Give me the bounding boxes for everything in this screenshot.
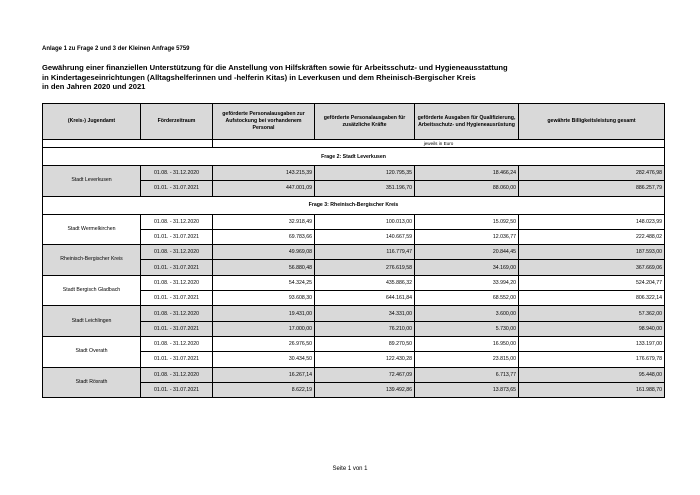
title-line-2: in Kindertageseinrichtungen (Alltagshelferinnen und -helferin Kitas) in Leverkusen und dem Rheinisch-Bergischer Kreis: [42, 72, 476, 82]
total-value: 98.940,00: [519, 321, 665, 336]
personnel-top-up-value: 26.976,50: [213, 336, 315, 351]
equipment-value: 88.060,00: [415, 181, 519, 196]
table-row: [43, 367, 665, 382]
title-line-3: in den Jahren 2020 und 2021: [42, 82, 146, 92]
title-line-1: Gewährung einer finanziellen Unterstützung für die Anstellung von Hilfskräften sowie für Arbeitsschutz- und Hygieneausstattung: [42, 63, 508, 72]
header-personnel-top-up: geförderte Personalausgaben zur Aufstockung bei vorhandenem Personal: [213, 104, 315, 140]
table-row: [43, 166, 665, 181]
total-value: 187.593,00: [519, 245, 665, 260]
header-office: (Kreis-) Jugendamt: [43, 104, 141, 140]
personnel-additional-value: 120.795,35: [315, 166, 415, 181]
office-name: Stadt Bergisch Gladbach: [43, 275, 141, 306]
equipment-value: 15.092,50: [415, 214, 519, 229]
personnel-additional-value: 100.013,00: [315, 214, 415, 229]
personnel-additional-value: 122.430,28: [315, 352, 415, 367]
total-value: 57.362,00: [519, 306, 665, 321]
personnel-top-up-value: 54.324,25: [213, 275, 315, 290]
table-row: [43, 306, 665, 321]
total-value: 282.476,98: [519, 166, 665, 181]
personnel-top-up-value: 93.608,30: [213, 291, 315, 306]
funding-period: 01.08. - 31.12.2020: [141, 367, 213, 382]
personnel-additional-value: 351.196,70: [315, 181, 415, 196]
office-name: Rheinisch-Bergischer Kreis: [43, 245, 141, 276]
funding-period: 01.08. - 31.12.2020: [141, 306, 213, 321]
personnel-additional-value: 276.619,58: [315, 260, 415, 275]
funding-period: 01.08. - 31.12.2020: [141, 214, 213, 229]
equipment-value: 12.036,77: [415, 229, 519, 244]
office-name: Stadt Leichlingen: [43, 306, 141, 337]
personnel-top-up-value: 447.001,09: [213, 181, 315, 196]
office-name: Stadt Wermelkirchen: [43, 214, 141, 245]
table-row: [43, 214, 665, 229]
table-row: [43, 336, 665, 351]
annex-reference: Anlage 1 zu Frage 2 und 3 der Kleinen Anfrage 5759: [42, 46, 190, 52]
unit-note: jeweils in Euro: [213, 140, 665, 148]
funding-table: [42, 103, 665, 398]
equipment-value: 3.600,00: [415, 306, 519, 321]
table-row: [43, 275, 665, 290]
equipment-value: 5.730,00: [415, 321, 519, 336]
personnel-top-up-value: 19.431,00: [213, 306, 315, 321]
funding-period: 01.08. - 31.12.2020: [141, 166, 213, 181]
personnel-top-up-value: 30.434,50: [213, 352, 315, 367]
funding-period: 01.01. - 31.07.2021: [141, 260, 213, 275]
total-value: 524.204,77: [519, 275, 665, 290]
equipment-value: 13.873,65: [415, 382, 519, 397]
funding-period: 01.08. - 31.12.2020: [141, 336, 213, 351]
personnel-additional-value: 140.667,59: [315, 229, 415, 244]
personnel-top-up-value: 49.969,08: [213, 245, 315, 260]
total-value: 161.988,70: [519, 382, 665, 397]
personnel-top-up-value: 69.783,66: [213, 229, 315, 244]
section-title: Frage 2: Stadt Leverkusen: [43, 148, 665, 166]
total-value: 222.488,02: [519, 229, 665, 244]
equipment-value: 6.713,77: [415, 367, 519, 382]
page-footer: Seite 1 von 1: [332, 466, 368, 472]
personnel-additional-value: 644.161,84: [315, 291, 415, 306]
total-value: 367.669,06: [519, 260, 665, 275]
personnel-additional-value: 72.467,09: [315, 367, 415, 382]
header-personnel-additional: geförderte Personalausgaben für zusätzliche Kräfte: [315, 104, 415, 140]
personnel-additional-value: 76.210,00: [315, 321, 415, 336]
office-name: Stadt Overath: [43, 336, 141, 367]
funding-period: 01.01. - 31.07.2021: [141, 181, 213, 196]
personnel-top-up-value: 143.215,39: [213, 166, 315, 181]
personnel-additional-value: 116.779,47: [315, 245, 415, 260]
equipment-value: 16.950,00: [415, 336, 519, 351]
equipment-value: 20.844,45: [415, 245, 519, 260]
personnel-top-up-value: 17.000,00: [213, 321, 315, 336]
header-period: Förderzeitraum: [141, 104, 213, 140]
equipment-value: 23.815,00: [415, 352, 519, 367]
personnel-top-up-value: 8.622,19: [213, 382, 315, 397]
total-value: 886.257,79: [519, 181, 665, 196]
section-row: [43, 196, 665, 214]
personnel-top-up-value: 32.918,49: [213, 214, 315, 229]
personnel-top-up-value: 56.880,48: [213, 260, 315, 275]
funding-period: 01.01. - 31.07.2021: [141, 352, 213, 367]
total-value: 806.322,14: [519, 291, 665, 306]
header-total: gewährte Billigkeitsleistung gesamt: [519, 104, 665, 140]
unit-blank: [43, 140, 213, 148]
funding-period: 01.01. - 31.07.2021: [141, 229, 213, 244]
section-title: Frage 3: Rheinisch-Bergischer Kreis: [43, 196, 665, 214]
table-row: [43, 245, 665, 260]
equipment-value: 33.994,20: [415, 275, 519, 290]
funding-period: 01.01. - 31.07.2021: [141, 382, 213, 397]
office-name: Stadt Rösrath: [43, 367, 141, 398]
total-value: 148.023,99: [519, 214, 665, 229]
personnel-additional-value: 435.886,32: [315, 275, 415, 290]
total-value: 176.679,78: [519, 352, 665, 367]
unit-row: [43, 140, 665, 148]
equipment-value: 68.552,00: [415, 291, 519, 306]
equipment-value: 34.169,00: [415, 260, 519, 275]
header-row: [43, 104, 665, 140]
personnel-additional-value: 139.492,86: [315, 382, 415, 397]
personnel-additional-value: 89.270,50: [315, 336, 415, 351]
document-title: [42, 63, 662, 92]
funding-period: 01.01. - 31.07.2021: [141, 321, 213, 336]
funding-period: 01.01. - 31.07.2021: [141, 291, 213, 306]
section-row: [43, 148, 665, 166]
total-value: 133.197,00: [519, 336, 665, 351]
office-name: Stadt Leverkusen: [43, 166, 141, 197]
total-value: 95.448,00: [519, 367, 665, 382]
funding-period: 01.08. - 31.12.2020: [141, 275, 213, 290]
personnel-top-up-value: 16.267,14: [213, 367, 315, 382]
personnel-additional-value: 34.331,00: [315, 306, 415, 321]
equipment-value: 18.466,24: [415, 166, 519, 181]
funding-period: 01.08. - 31.12.2020: [141, 245, 213, 260]
header-equipment: geförderte Ausgaben für Qualifizierung, Arbeitsschutz- und Hygieneausrüstung: [415, 104, 519, 140]
